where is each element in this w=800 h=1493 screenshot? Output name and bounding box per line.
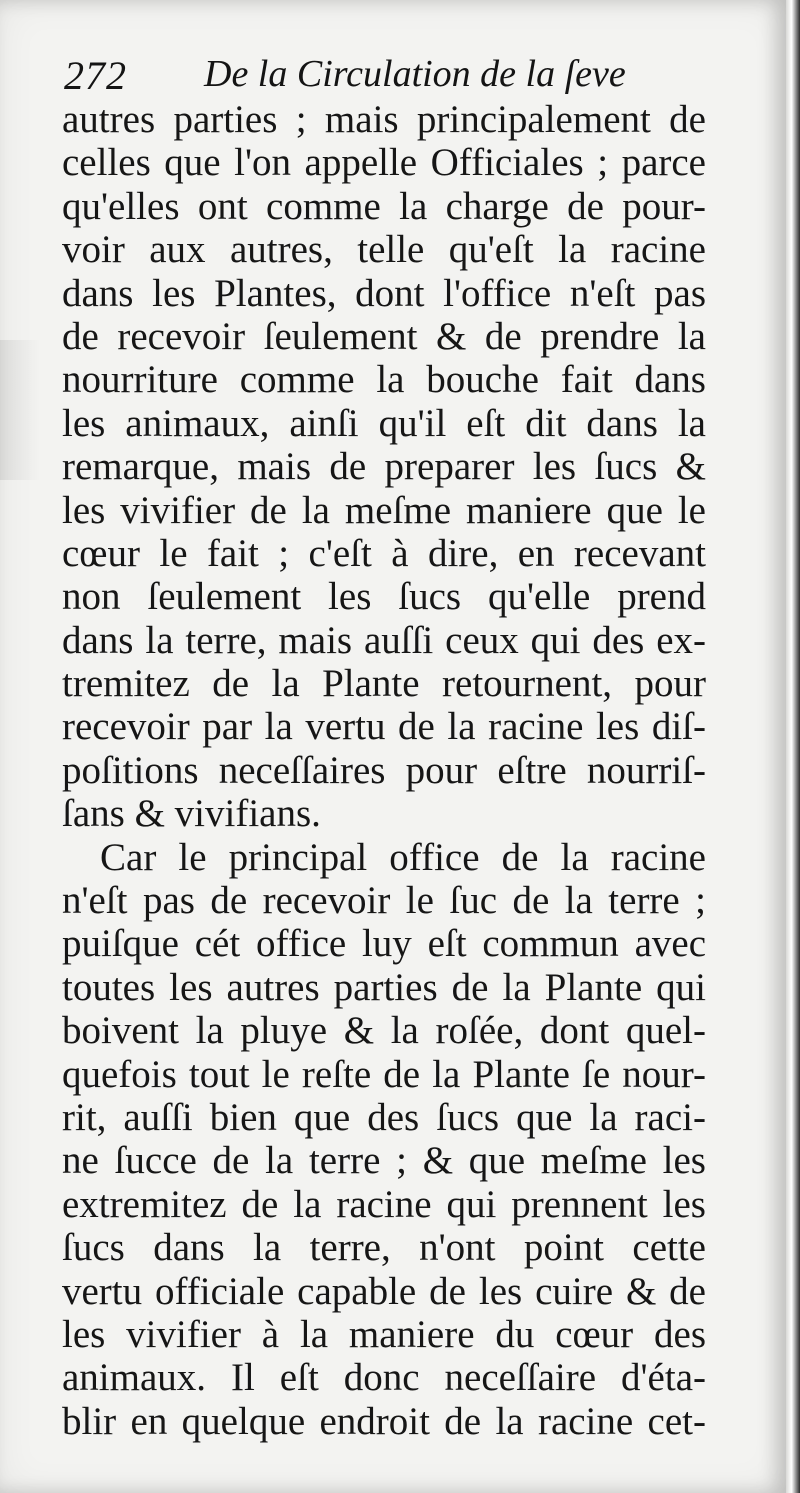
text-line: remarque, mais de preparer les ſucs & [62,445,706,489]
paragraph [62,98,706,836]
text-line: boivent la pluye & la roſée, dont quel- [62,1009,706,1053]
text-line: animaux. Il eſt donc neceſſaire d'éta- [62,1356,706,1400]
text-line: vertu officiale capable de les cuire & de [62,1269,706,1313]
text-line: recevoir par la vertu de la racine les diſ- [62,705,706,749]
text-line: ſans & vivifians. [62,792,321,836]
text-line: blir en quelque endroit de la racine cet- [62,1399,706,1443]
running-title: De la Circulation de la ſeve [204,53,626,95]
text-line: quefois tout le reſte de la Plante ſe nour- [62,1052,706,1096]
text-line: Car le principal office de la racine [100,835,706,879]
page-header [64,48,704,98]
text-line: les vivifier à la maniere du cœur des [62,1312,706,1356]
bleed-through-shadow [0,340,40,480]
text-line: les animaux, ainſi qu'il eſt dit dans la [62,401,706,445]
text-line: de recevoir ſeulement & de prendre la [62,314,706,358]
text-line: toutes les autres parties de la Plante qui [62,965,706,1009]
text-line: tremitez de la Plante retournent, pour [62,662,706,706]
text-line: qu'elles ont comme la charge de pour- [62,184,706,228]
text-line: ſucs dans la terre, n'ont point cette [62,1226,706,1270]
text-line: dans la terre, mais auſſi ceux qui des ex- [62,618,706,662]
text-line: les vivifier de la meſme maniere que le [62,488,706,532]
text-line: poſitions neceſſaires pour eſtre nourriſ- [62,748,706,792]
text-line: n'eſt pas de recevoir le ſuc de la terre ; [62,879,706,923]
text-line: non ſeulement les ſucs qu'elle prend [62,575,706,619]
page-edge [786,0,800,1493]
text-line: celles que l'on appelle Officiales ; parce [62,141,706,185]
text-line: cœur le fait ; c'eſt à dire, en recevant [62,531,706,575]
text-line: extremitez de la racine qui prennent les [62,1182,706,1226]
text-line: nourriture comme la bouche fait dans [62,358,706,402]
text-line: puiſque cét office luy eſt commun avec [62,922,706,966]
text-line: voir aux autres, telle qu'eſt la racine [62,228,706,272]
page-number: 272 [64,53,127,98]
text-line: autres parties ; mais principalement de [62,98,706,141]
text-line: rit, auſſi bien que des ſucs que la raci- [62,1095,706,1139]
body-text [62,98,706,1443]
text-line: ne ſucce de la terre ; & que meſme les [62,1139,706,1183]
text-line: dans les Plantes, dont l'office n'eſt pas [62,271,706,315]
paragraph [62,836,706,1443]
